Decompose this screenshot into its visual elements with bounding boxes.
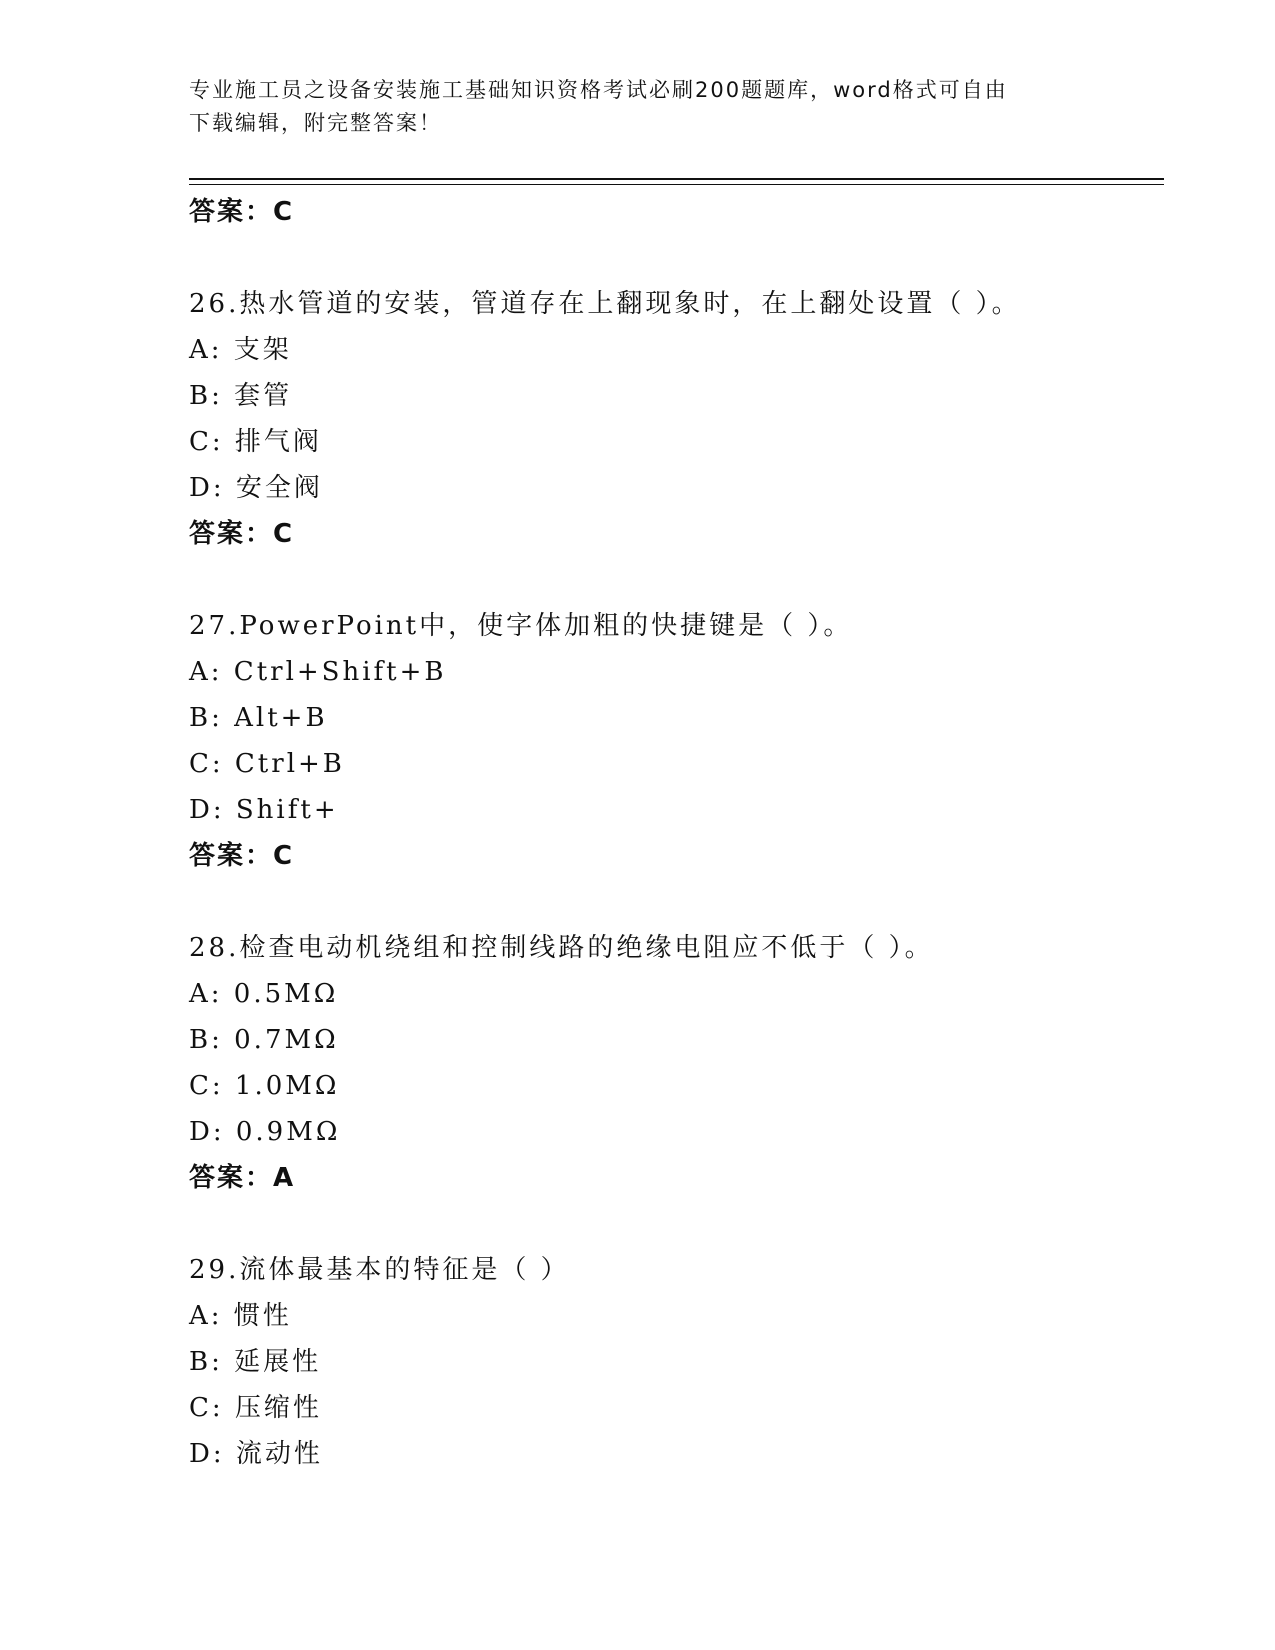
- option-c: C: Ctrl+B: [189, 749, 345, 779]
- previous-answer: 答案：C: [189, 197, 295, 227]
- question-28: [189, 925, 1164, 1201]
- answer: 答案：A: [189, 1163, 296, 1193]
- header-line-2: 下载编辑，附完整答案！: [189, 111, 442, 135]
- question-stem: 28.检查电动机绕组和控制线路的绝缘电阻应不低于（ ）。: [189, 933, 934, 963]
- option-c: C: 排气阀: [189, 427, 322, 457]
- question-26: [189, 281, 1164, 557]
- blank-line: [189, 879, 1164, 925]
- header-divider-thin: [189, 184, 1164, 185]
- option-a: A: 支架: [189, 335, 292, 365]
- option-d: D: 安全阀: [189, 473, 323, 503]
- document-header: [189, 74, 1089, 140]
- option-a: A: 惯性: [189, 1301, 292, 1331]
- option-a: A: Ctrl+Shift+B: [189, 657, 447, 687]
- option-c: C: 1.0MΩ: [189, 1071, 340, 1101]
- blank-line: [189, 235, 1164, 281]
- question-29: [189, 1247, 1164, 1477]
- question-27: [189, 603, 1164, 879]
- document-body: [189, 189, 1164, 1477]
- question-stem: 27.PowerPoint中，使字体加粗的快捷键是（ ）。: [189, 611, 853, 641]
- option-b: B: 延展性: [189, 1347, 322, 1377]
- answer: 答案：C: [189, 519, 295, 549]
- header-divider-thick: [189, 178, 1164, 180]
- answer: 答案：C: [189, 841, 295, 871]
- question-stem: 26.热水管道的安装，管道存在上翻现象时，在上翻处设置（ ）。: [189, 289, 1021, 319]
- option-a: A: 0.5MΩ: [189, 979, 339, 1009]
- option-b: B: Alt+B: [189, 703, 328, 733]
- option-d: D: 0.9MΩ: [189, 1117, 341, 1147]
- option-d: D: 流动性: [189, 1439, 323, 1469]
- option-b: B: 0.7MΩ: [189, 1025, 339, 1055]
- option-c: C: 压缩性: [189, 1393, 322, 1423]
- option-d: D: Shift+: [189, 795, 339, 825]
- header-line-1: 专业施工员之设备安装施工基础知识资格考试必刷200题题库，word格式可自由: [189, 78, 1008, 102]
- question-stem: 29.流体最基本的特征是（ ）: [189, 1255, 570, 1285]
- option-b: B: 套管: [189, 381, 293, 411]
- blank-line: [189, 1201, 1164, 1247]
- blank-line: [189, 557, 1164, 603]
